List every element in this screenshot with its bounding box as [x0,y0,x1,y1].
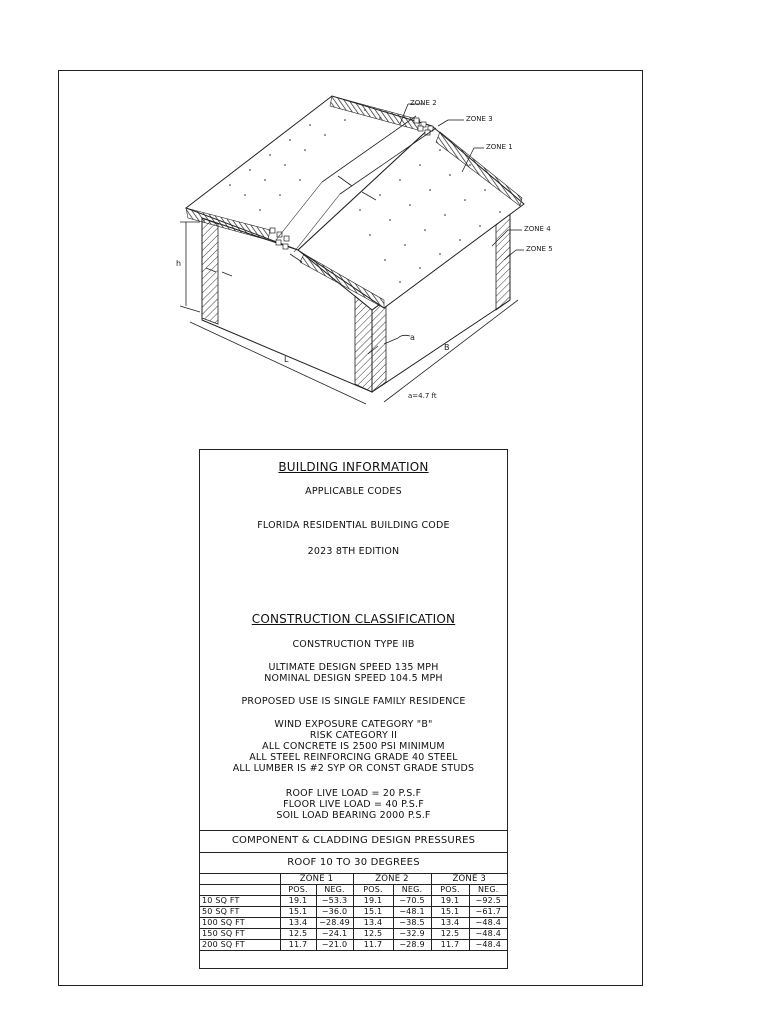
zone5-front-corner-b [372,300,386,392]
pressure-cell: −48.4 [469,918,507,929]
zone5-front-corner-a [355,296,372,392]
building-info-title: BUILDING INFORMATION [278,460,429,474]
pressure-cell: 19.1 [431,896,469,907]
construction-title: CONSTRUCTION CLASSIFICATION [251,612,456,626]
code-edition: 2023 8TH EDITION [307,546,400,557]
codes-heading: APPLICABLE CODES [305,486,402,497]
zone2-label: ZONE 2 [410,99,437,107]
pressure-cell: −21.0 [316,940,353,951]
pressure-cell: 12.5 [280,929,316,940]
pressure-cell: 11.7 [280,940,316,951]
pressure-cell: 19.1 [280,896,316,907]
pressure-cell: 13.4 [280,918,316,929]
pressure-cell: 15.1 [353,907,393,918]
zone2-header: ZONE 2 [353,874,431,885]
pressure-cell: −48.4 [469,940,507,951]
nominal-speed: NOMINAL DESIGN SPEED 104.5 MPH [264,673,443,684]
pressure-cell: 15.1 [431,907,469,918]
pressure-cell: −48.4 [469,929,507,940]
zone3-neg-header: NEG. [469,885,507,896]
table-row [200,940,507,951]
ultimate-speed: ULTIMATE DESIGN SPEED 135 MPH [268,662,439,673]
roof-live-load: ROOF LIVE LOAD = 20 P.S.F [285,788,422,799]
pressure-cell: −36.0 [316,907,353,918]
pressure-cell: −92.5 [469,896,507,907]
pressure-cell: 12.5 [431,929,469,940]
area-cell: 50 SQ FT [200,907,280,918]
steel-spec: ALL STEEL REINFORCING GRADE 40 STEEL [249,752,458,763]
area-cell: 150 SQ FT [200,929,280,940]
pressure-cell: −28.9 [393,940,431,951]
area-cell: 200 SQ FT [200,940,280,951]
building-isometric-drawing [0,0,768,440]
table-row [200,918,507,929]
table-row [200,907,507,918]
edge-dimension-label: a [410,333,415,342]
zone2-pos-header: POS. [353,885,393,896]
pressure-cell: 12.5 [353,929,393,940]
zone1-neg-header: NEG. [316,885,353,896]
pressure-cell: −53.3 [316,896,353,907]
pressure-cell: −61.7 [469,907,507,918]
floor-live-load: FLOOR LIVE LOAD = 40 P.S.F [283,799,424,810]
zone5-label: ZONE 5 [526,245,553,253]
pressure-cell: 15.1 [280,907,316,918]
zone1-header: ZONE 1 [280,874,353,885]
pressure-cell: 11.7 [431,940,469,951]
zone3-header: ZONE 3 [431,874,507,885]
building-information-panel [199,449,508,969]
table-row [200,896,507,907]
code-name: FLORIDA RESIDENTIAL BUILDING CODE [257,520,450,531]
zone3-label: ZONE 3 [466,115,493,123]
wind-exposure: WIND EXPOSURE CATEGORY "B" [274,719,433,730]
pressure-cell: −38.5 [393,918,431,929]
pressure-cell: −70.5 [393,896,431,907]
pressure-cell: −24.1 [316,929,353,940]
pressure-cell: −32.9 [393,929,431,940]
pressures-title: COMPONENT & CLADDING DESIGN PRESSURES [200,830,507,851]
length-dimension-label: L [284,355,289,364]
construction-type: CONSTRUCTION TYPE IIB [292,639,415,650]
table-row [200,929,507,940]
pressure-cell: 11.7 [353,940,393,951]
zone3-pos-header: POS. [431,885,469,896]
soil-bearing: SOIL LOAD BEARING 2000 P.S.F [276,810,431,821]
zone4-label: ZONE 4 [524,225,551,233]
width-dimension-label: B [444,343,450,352]
height-dimension-label: h [176,259,182,268]
pressure-cell: −28.49 [316,918,353,929]
pressure-cell: 13.4 [431,918,469,929]
pressure-cell: 13.4 [353,918,393,929]
pressure-cell: −48.1 [393,907,431,918]
risk-category: RISK CATEGORY II [309,730,398,741]
zone5-left-corner [202,218,218,324]
pressures-subtitle: ROOF 10 TO 30 DEGREES [200,852,507,874]
lumber-spec: ALL LUMBER IS #2 SYP OR CONST GRADE STUDS [232,763,475,774]
zone1-pos-header: POS. [280,885,316,896]
design-pressure-table [200,874,507,951]
concrete-spec: ALL CONCRETE IS 2500 PSI MINIMUM [262,741,445,752]
area-cell: 100 SQ FT [200,918,280,929]
zone1-label: ZONE 1 [486,143,513,151]
zone2-neg-header: NEG. [393,885,431,896]
edge-value-label: a=4.7 ft [408,392,437,400]
pressure-cell: 19.1 [353,896,393,907]
area-cell: 10 SQ FT [200,896,280,907]
proposed-use: PROPOSED USE IS SINGLE FAMILY RESIDENCE [241,696,466,707]
